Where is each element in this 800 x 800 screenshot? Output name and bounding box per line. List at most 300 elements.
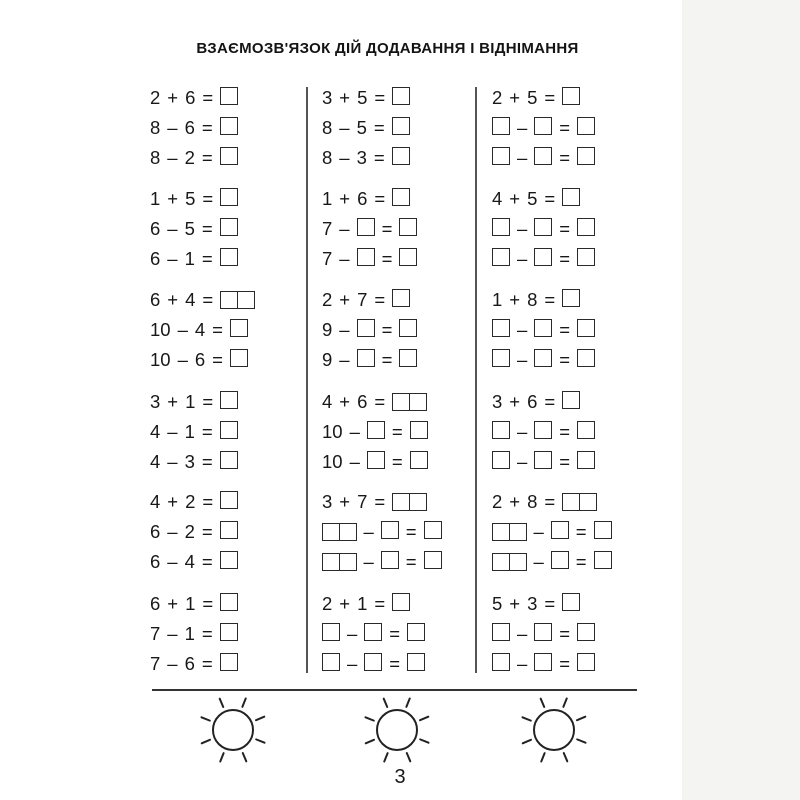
answer-box[interactable] <box>220 291 238 309</box>
answer-box[interactable] <box>577 248 595 266</box>
result-blank[interactable] <box>410 451 428 474</box>
result-blank[interactable] <box>220 653 238 676</box>
answer-box[interactable] <box>220 623 238 641</box>
result-blank[interactable] <box>399 319 417 342</box>
result-blank[interactable] <box>399 248 417 271</box>
result-blank[interactable] <box>577 653 595 676</box>
result-blank[interactable] <box>220 491 238 514</box>
equation-row <box>150 550 238 574</box>
operator-sign: – <box>517 451 528 472</box>
answer-box[interactable] <box>392 393 410 411</box>
answer-box[interactable] <box>322 653 340 671</box>
answer-box[interactable] <box>409 493 427 511</box>
operand: 1 <box>184 248 195 269</box>
equation-row <box>322 592 410 616</box>
result-blank[interactable] <box>562 87 580 110</box>
answer-box[interactable] <box>577 653 595 671</box>
operator-sign: + <box>509 391 521 412</box>
answer-box[interactable] <box>357 218 375 236</box>
result-blank[interactable] <box>407 653 425 676</box>
equals-sign: = <box>212 349 223 370</box>
equation-row <box>322 420 428 444</box>
answer-box[interactable] <box>534 653 552 671</box>
operator-sign: – <box>339 248 350 269</box>
operand-blank[interactable] <box>492 319 510 342</box>
result-blank[interactable] <box>220 248 238 271</box>
answer-box[interactable] <box>392 87 410 105</box>
answer-box[interactable] <box>220 248 238 266</box>
answer-box[interactable] <box>577 623 595 641</box>
operator-sign: – <box>517 623 528 644</box>
operator-sign: – <box>363 551 374 572</box>
operand-blank[interactable] <box>492 147 510 170</box>
operand-blank[interactable] <box>381 521 399 544</box>
answer-box[interactable] <box>509 553 527 571</box>
operand-blank[interactable] <box>492 523 527 541</box>
equals-sign: = <box>544 289 556 310</box>
answer-box[interactable] <box>577 218 595 236</box>
operand: 5 <box>356 117 367 138</box>
equals-sign: = <box>374 491 386 512</box>
answer-box[interactable] <box>392 117 410 135</box>
operand-blank[interactable] <box>492 451 510 474</box>
answer-box[interactable] <box>594 551 612 569</box>
operand: 6 <box>194 349 206 370</box>
operand-blank[interactable] <box>492 653 510 676</box>
equation-row <box>322 390 427 414</box>
result-blank[interactable] <box>230 319 248 342</box>
operand-blank[interactable] <box>357 319 375 342</box>
operand-blank[interactable] <box>357 248 375 271</box>
answer-box[interactable] <box>407 653 425 671</box>
answer-box[interactable] <box>492 248 510 266</box>
answer-box[interactable] <box>381 521 399 539</box>
operator-sign: – <box>517 421 528 442</box>
operand: 4 <box>194 319 206 340</box>
answer-box[interactable] <box>534 451 552 469</box>
result-blank[interactable] <box>594 521 612 544</box>
answer-box[interactable] <box>220 117 238 135</box>
equals-sign: = <box>575 521 587 542</box>
operand: 8 <box>150 147 161 168</box>
answer-box[interactable] <box>577 451 595 469</box>
answer-box[interactable] <box>534 623 552 641</box>
operand: 5 <box>492 593 503 614</box>
operand-blank[interactable] <box>551 551 569 574</box>
operator-sign: + <box>339 491 351 512</box>
answer-box[interactable] <box>367 421 385 439</box>
result-blank[interactable] <box>407 623 425 646</box>
operator-sign: – <box>339 349 350 370</box>
equation-row <box>150 520 238 544</box>
answer-box[interactable] <box>392 147 410 165</box>
operand-blank[interactable] <box>534 623 552 646</box>
operand: 6 <box>527 391 538 412</box>
equals-sign: = <box>373 117 385 138</box>
equals-sign: = <box>201 623 213 644</box>
answer-box[interactable] <box>410 451 428 469</box>
operator-sign: + <box>339 87 351 108</box>
answer-box[interactable] <box>551 521 569 539</box>
operator-sign: – <box>339 319 350 340</box>
operand-blank[interactable] <box>367 451 385 474</box>
result-blank[interactable] <box>220 391 238 414</box>
answer-box[interactable] <box>424 551 442 569</box>
operand: 8 <box>527 491 538 512</box>
answer-box[interactable] <box>534 349 552 367</box>
answer-box[interactable] <box>220 218 238 236</box>
result-blank[interactable] <box>562 391 580 414</box>
operator-sign: – <box>349 421 360 442</box>
operand-blank[interactable] <box>322 523 357 541</box>
operator-sign: – <box>517 147 528 168</box>
equals-sign: = <box>374 593 386 614</box>
operand: 6 <box>184 117 195 138</box>
operand: 1 <box>184 623 195 644</box>
operand-blank[interactable] <box>492 421 510 444</box>
operator-sign: + <box>167 593 179 614</box>
operand: 2 <box>322 593 333 614</box>
answer-box[interactable] <box>339 523 357 541</box>
answer-box[interactable] <box>399 218 417 236</box>
answer-box[interactable] <box>534 421 552 439</box>
equation-row <box>492 520 612 544</box>
result-blank[interactable] <box>392 188 410 211</box>
answer-box[interactable] <box>492 653 510 671</box>
answer-box[interactable] <box>357 248 375 266</box>
operand-blank[interactable] <box>492 218 510 241</box>
operand-blank[interactable] <box>364 653 382 676</box>
answer-box[interactable] <box>492 349 510 367</box>
equals-sign: = <box>212 319 223 340</box>
answer-box[interactable] <box>492 451 510 469</box>
operand: 7 <box>357 491 368 512</box>
equation-row <box>150 652 238 676</box>
result-blank[interactable] <box>577 147 595 170</box>
operand: 6 <box>185 87 196 108</box>
equals-sign: = <box>559 319 571 340</box>
operator-sign: – <box>517 319 528 340</box>
equation-row <box>322 247 417 271</box>
answer-box[interactable] <box>492 218 510 236</box>
operand-blank[interactable] <box>492 553 527 571</box>
operand-blank[interactable] <box>381 551 399 574</box>
answer-box[interactable] <box>409 393 427 411</box>
answer-box[interactable] <box>367 451 385 469</box>
operand-blank[interactable] <box>492 623 510 646</box>
result-blank[interactable] <box>399 349 417 372</box>
result-blank[interactable] <box>220 451 238 474</box>
result-blank[interactable] <box>392 87 410 110</box>
operand-blank[interactable] <box>322 623 340 646</box>
answer-box[interactable] <box>562 289 580 307</box>
answer-box[interactable] <box>577 349 595 367</box>
result-blank[interactable] <box>577 218 595 241</box>
operand-blank[interactable] <box>492 349 510 372</box>
answer-box[interactable] <box>410 421 428 439</box>
answer-box[interactable] <box>220 593 238 611</box>
answer-box[interactable] <box>220 551 238 569</box>
result-blank[interactable] <box>577 623 595 646</box>
result-blank[interactable] <box>220 521 238 544</box>
result-blank[interactable] <box>220 623 238 646</box>
operand-blank[interactable] <box>534 421 552 444</box>
equals-sign: = <box>391 421 403 442</box>
operand: 3 <box>492 391 503 412</box>
operand-blank[interactable] <box>357 349 375 372</box>
answer-box[interactable] <box>492 147 510 165</box>
equals-sign: = <box>381 218 393 239</box>
answer-box[interactable] <box>339 553 357 571</box>
operand-blank[interactable] <box>534 349 552 372</box>
answer-box[interactable] <box>492 623 510 641</box>
result-blank[interactable] <box>577 117 595 140</box>
operand: 1 <box>357 593 368 614</box>
equation-row <box>150 348 248 372</box>
equation-row <box>492 652 595 676</box>
answer-box[interactable] <box>399 248 417 266</box>
result-blank[interactable] <box>392 393 427 411</box>
answer-box[interactable] <box>220 391 238 409</box>
result-blank[interactable] <box>399 218 417 241</box>
result-blank[interactable] <box>562 493 597 511</box>
answer-box[interactable] <box>577 117 595 135</box>
equals-sign: = <box>559 117 571 138</box>
equation-row <box>322 450 428 474</box>
answer-box[interactable] <box>492 421 510 439</box>
operand: 6 <box>150 218 161 239</box>
answer-box[interactable] <box>534 248 552 266</box>
answer-box[interactable] <box>562 493 580 511</box>
sun-icon <box>509 692 599 772</box>
answer-box[interactable] <box>407 623 425 641</box>
page-title: ВЗАЄМОЗВ'ЯЗОК ДІЙ ДОДАВАННЯ І ВІДНІМАННЯ <box>196 40 579 57</box>
equals-sign: = <box>202 87 214 108</box>
operator-sign: – <box>349 451 360 472</box>
operand-blank[interactable] <box>534 451 552 474</box>
answer-box[interactable] <box>562 391 580 409</box>
equals-sign: = <box>559 349 571 370</box>
result-blank[interactable] <box>220 551 238 574</box>
answer-box[interactable] <box>220 653 238 671</box>
operand-blank[interactable] <box>364 623 382 646</box>
equals-sign: = <box>202 593 214 614</box>
equation-row <box>492 550 612 574</box>
operator-sign: + <box>339 289 351 310</box>
operand-blank[interactable] <box>534 319 552 342</box>
result-blank[interactable] <box>577 451 595 474</box>
equation-row <box>150 187 238 211</box>
operator-sign: – <box>517 218 528 239</box>
operand: 10 <box>322 421 343 442</box>
result-blank[interactable] <box>424 521 442 544</box>
result-blank[interactable] <box>562 593 580 616</box>
equation-row <box>150 116 238 140</box>
answer-box[interactable] <box>562 87 580 105</box>
answer-box[interactable] <box>534 117 552 135</box>
equals-sign: = <box>381 349 393 370</box>
equals-sign: = <box>201 653 213 674</box>
equals-sign: = <box>201 248 213 269</box>
result-blank[interactable] <box>424 551 442 574</box>
result-blank[interactable] <box>594 551 612 574</box>
operator-sign: – <box>517 117 528 138</box>
answer-box[interactable] <box>322 553 340 571</box>
operator-sign: – <box>167 117 178 138</box>
equals-sign: = <box>575 551 587 572</box>
equals-sign: = <box>544 87 556 108</box>
answer-box[interactable] <box>364 623 382 641</box>
answer-box[interactable] <box>230 349 248 367</box>
answer-box[interactable] <box>237 291 255 309</box>
answer-box[interactable] <box>534 147 552 165</box>
answer-box[interactable] <box>562 188 580 206</box>
equation-row <box>492 420 595 444</box>
result-blank[interactable] <box>220 117 238 140</box>
answer-box[interactable] <box>399 319 417 337</box>
answer-box[interactable] <box>509 523 527 541</box>
equals-sign: = <box>202 491 214 512</box>
result-blank[interactable] <box>220 218 238 241</box>
answer-box[interactable] <box>392 188 410 206</box>
answer-box[interactable] <box>577 147 595 165</box>
equals-sign: = <box>201 451 213 472</box>
answer-box[interactable] <box>220 491 238 509</box>
answer-box[interactable] <box>220 451 238 469</box>
operator-sign: + <box>509 87 521 108</box>
answer-box[interactable] <box>322 523 340 541</box>
equals-sign: = <box>559 451 571 472</box>
equation-row <box>150 490 238 514</box>
operand-blank[interactable] <box>322 653 340 676</box>
operand-blank[interactable] <box>534 218 552 241</box>
sun-icon <box>188 692 278 772</box>
operator-sign: + <box>167 188 179 209</box>
equals-sign: = <box>559 653 571 674</box>
answer-box[interactable] <box>577 421 595 439</box>
answer-box[interactable] <box>357 319 375 337</box>
answer-box[interactable] <box>220 421 238 439</box>
answer-box[interactable] <box>562 593 580 611</box>
equation-row <box>322 288 410 312</box>
operand-blank[interactable] <box>367 421 385 444</box>
result-blank[interactable] <box>392 147 410 170</box>
operand-blank[interactable] <box>534 248 552 271</box>
result-blank[interactable] <box>577 319 595 342</box>
operand-blank[interactable] <box>534 117 552 140</box>
answer-box[interactable] <box>220 188 238 206</box>
operand: 8 <box>322 147 333 168</box>
equation-row <box>322 217 417 241</box>
operand: 2 <box>492 87 503 108</box>
operand: 1 <box>150 188 161 209</box>
column-divider <box>306 87 308 673</box>
answer-box[interactable] <box>577 319 595 337</box>
operator-sign: – <box>347 653 358 674</box>
answer-box[interactable] <box>534 218 552 236</box>
answer-box[interactable] <box>364 653 382 671</box>
answer-box[interactable] <box>220 147 238 165</box>
operand-blank[interactable] <box>322 553 357 571</box>
result-blank[interactable] <box>392 117 410 140</box>
answer-box[interactable] <box>492 117 510 135</box>
equation-row <box>322 116 410 140</box>
result-blank[interactable] <box>220 188 238 211</box>
result-blank[interactable] <box>562 188 580 211</box>
answer-box[interactable] <box>579 493 597 511</box>
result-blank[interactable] <box>562 289 580 312</box>
operator-sign: – <box>339 117 350 138</box>
answer-box[interactable] <box>399 349 417 367</box>
operand: 6 <box>150 551 161 572</box>
answer-box[interactable] <box>492 523 510 541</box>
operand-blank[interactable] <box>492 117 510 140</box>
result-blank[interactable] <box>220 291 255 309</box>
answer-box[interactable] <box>551 551 569 569</box>
answer-box[interactable] <box>492 319 510 337</box>
result-blank[interactable] <box>220 87 238 110</box>
result-blank[interactable] <box>220 147 238 170</box>
result-blank[interactable] <box>220 593 238 616</box>
result-blank[interactable] <box>392 493 427 511</box>
result-blank[interactable] <box>392 289 410 312</box>
answer-box[interactable] <box>492 553 510 571</box>
result-blank[interactable] <box>392 593 410 616</box>
operand: 9 <box>322 319 333 340</box>
operand-blank[interactable] <box>492 248 510 271</box>
equation-row <box>150 318 248 342</box>
operand: 6 <box>150 521 161 542</box>
result-blank[interactable] <box>230 349 248 372</box>
answer-box[interactable] <box>392 493 410 511</box>
operand-blank[interactable] <box>357 218 375 241</box>
result-blank[interactable] <box>577 349 595 372</box>
operand: 3 <box>322 491 333 512</box>
operand-blank[interactable] <box>534 147 552 170</box>
answer-box[interactable] <box>392 289 410 307</box>
answer-box[interactable] <box>230 319 248 337</box>
result-blank[interactable] <box>220 421 238 444</box>
operator-sign: + <box>339 188 351 209</box>
operand: 4 <box>150 421 161 442</box>
answer-box[interactable] <box>534 319 552 337</box>
operand-blank[interactable] <box>534 653 552 676</box>
operand: 7 <box>322 248 333 269</box>
page-number: 3 <box>394 766 406 788</box>
result-blank[interactable] <box>577 248 595 271</box>
operand-blank[interactable] <box>551 521 569 544</box>
answer-box[interactable] <box>220 521 238 539</box>
operand: 1 <box>322 188 333 209</box>
equals-sign: = <box>202 391 214 412</box>
answer-box[interactable] <box>322 623 340 641</box>
result-blank[interactable] <box>577 421 595 444</box>
operator-sign: – <box>347 623 358 644</box>
operand: 7 <box>322 218 333 239</box>
equation-row <box>492 450 595 474</box>
answer-box[interactable] <box>220 87 238 105</box>
result-blank[interactable] <box>410 421 428 444</box>
equation-row <box>492 116 595 140</box>
answer-box[interactable] <box>392 593 410 611</box>
equals-sign: = <box>389 653 401 674</box>
answer-box[interactable] <box>424 521 442 539</box>
answer-box[interactable] <box>357 349 375 367</box>
operator-sign: + <box>167 289 179 310</box>
operand: 5 <box>527 188 538 209</box>
answer-box[interactable] <box>594 521 612 539</box>
answer-box[interactable] <box>381 551 399 569</box>
